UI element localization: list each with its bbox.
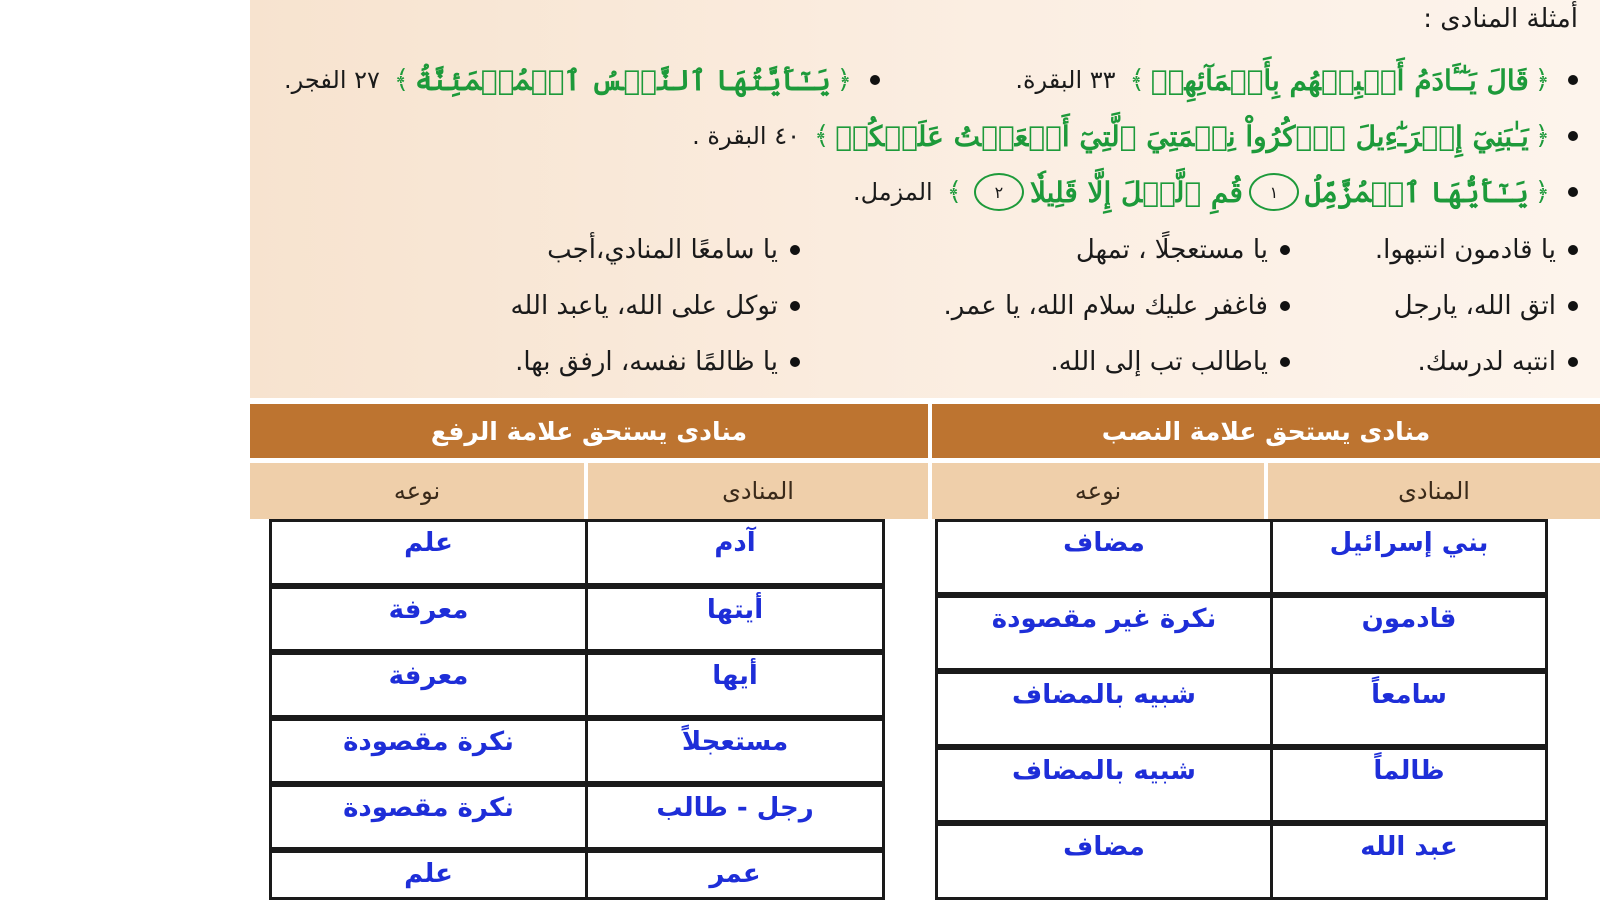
table-cell-type: نكرة مقصودة <box>269 718 588 784</box>
example-item <box>1050 336 1290 388</box>
table-raf-col-type: نوعه <box>250 463 584 519</box>
ornament-open-icon: ﴿ <box>1534 121 1550 151</box>
bullet-icon <box>870 75 880 85</box>
example-item <box>1394 280 1578 332</box>
bullet-icon <box>1280 301 1290 311</box>
examples-row-4 <box>250 224 1600 276</box>
example-text: يا قادمون انتبهوا. <box>1374 235 1556 265</box>
verse-reference: ٤٠ البقرة . <box>692 122 800 150</box>
example-item <box>510 280 800 332</box>
ornament-close-icon: ﴾ <box>1129 65 1145 95</box>
example-text: يا سامعًا المنادي،أجب <box>547 235 778 265</box>
table-cell-munada: مستعجلاً <box>585 718 885 784</box>
quran-verse: يَـٰبَنِيٓ إِسۡرَـٰٓءِيلَ ٱذۡكُرُواْ نِعۡمَتِيَ ٱلَّتِيٓ أَنۡعَمۡتُ عَلَيۡكُمۡ <box>835 119 1529 153</box>
table-cell-type: علم <box>269 519 588 586</box>
table-nasb-col-type: نوعه <box>932 463 1264 519</box>
example-fajr-27 <box>284 54 880 106</box>
examples-heading: أمثلة المنادى : <box>1423 4 1578 34</box>
examples-row-6 <box>250 336 1600 388</box>
table-cell-type: شبيه بالمضاف <box>935 671 1273 747</box>
table-cell-type: مضاف <box>935 519 1273 595</box>
example-baqarah-40 <box>692 110 1578 162</box>
examples-row-2 <box>250 110 1600 162</box>
example-item <box>515 336 800 388</box>
verse-reference: ٣٣ البقرة. <box>1015 66 1116 94</box>
example-text: يا مستعجلًا ، تمهل <box>1075 235 1268 265</box>
examples-row-5 <box>250 280 1600 332</box>
bullet-icon <box>1568 187 1578 197</box>
bullet-icon <box>790 301 800 311</box>
table-cell-munada: عبد الله <box>1270 823 1548 900</box>
bullet-icon <box>1568 301 1578 311</box>
bullet-icon <box>1568 75 1578 85</box>
example-item <box>1375 224 1578 276</box>
quran-verse: قَالَ يَـٰٓـَٔادَمُ أَنۢبِئۡهُم بِأَسۡمَآئِهِمۡ <box>1150 63 1529 97</box>
example-text: ياطالب تب إلى الله. <box>1050 347 1268 377</box>
table-cell-munada: ظالماً <box>1270 747 1548 823</box>
bullet-icon <box>790 357 800 367</box>
example-text: انتبه لدرسك. <box>1417 347 1556 377</box>
table-raf-title: منادى يستحق علامة الرفع <box>250 404 928 458</box>
bullet-icon <box>1568 131 1578 141</box>
example-muzzammil <box>853 166 1578 218</box>
quran-verse: يَـٰٓأَيَّتُهَا ٱلنَّفۡسُ ٱلۡمُطۡمَئِنَّةُ <box>415 63 831 97</box>
table-cell-type: نكرة مقصودة <box>269 784 588 850</box>
example-text: توكل على الله، ياعبد الله <box>510 291 778 321</box>
table-cell-munada: سامعاً <box>1270 671 1548 747</box>
table-cell-munada: أيها <box>585 652 885 718</box>
example-item <box>547 224 800 276</box>
quran-verse-2: قُمِ ٱلَّيۡلَ إِلَّا قَلِيلٗا <box>1029 175 1243 209</box>
table-cell-munada: قادمون <box>1270 595 1548 671</box>
examples-row-1 <box>250 54 1600 106</box>
example-text: يا ظالمًا نفسه، ارفق بها. <box>515 347 778 377</box>
quran-verse-1: يَـٰٓأَيُّهَا ٱلۡمُزَّمِّلُ <box>1304 175 1529 209</box>
table-cell-munada: رجل - طالب <box>585 784 885 850</box>
bullet-icon <box>1280 245 1290 255</box>
bullet-icon <box>790 245 800 255</box>
ayah-number-2: ٢ <box>974 173 1024 211</box>
ornament-open-icon: ﴿ <box>836 65 852 95</box>
bullet-icon <box>1568 357 1578 367</box>
examples-panel <box>250 0 1600 398</box>
example-baqarah-33 <box>1015 54 1578 106</box>
table-raf-col-munada: المنادى <box>588 463 928 519</box>
table-cell-munada: أيتها <box>585 586 885 652</box>
example-text: فاغفر عليك سلام الله، يا عمر. <box>943 291 1268 321</box>
table-cell-munada: بني إسرائيل <box>1270 519 1548 595</box>
ornament-open-icon: ﴿ <box>1534 65 1550 95</box>
verse-reference: المزمل. <box>852 178 933 206</box>
table-nasb-title: منادى يستحق علامة النصب <box>932 404 1600 458</box>
bullet-icon <box>1280 357 1290 367</box>
ayah-number-1: ١ <box>1249 173 1299 211</box>
ornament-close-icon: ﴾ <box>813 121 830 151</box>
table-cell-munada: آدم <box>585 519 885 586</box>
table-cell-type: نكرة غير مقصودة <box>935 595 1273 671</box>
table-cell-munada: عمر <box>585 850 885 900</box>
ornament-open-icon: ﴿ <box>1534 177 1550 207</box>
examples-row-3 <box>250 166 1600 218</box>
example-item <box>1418 336 1578 388</box>
table-nasb-col-munada: المنادى <box>1268 463 1600 519</box>
table-cell-type: شبيه بالمضاف <box>935 747 1273 823</box>
bullet-icon <box>1568 245 1578 255</box>
table-cell-type: علم <box>269 850 588 900</box>
verse-reference: ٢٧ الفجر. <box>284 66 380 94</box>
table-cell-type: مضاف <box>935 823 1273 900</box>
example-text: اتق الله، يارجل <box>1393 291 1556 321</box>
table-cell-type: معرفة <box>269 586 588 652</box>
table-cell-type: معرفة <box>269 652 588 718</box>
example-item <box>1076 224 1290 276</box>
ornament-close-icon: ﴾ <box>946 177 962 207</box>
ornament-close-icon: ﴾ <box>393 65 410 95</box>
example-item <box>944 280 1290 332</box>
